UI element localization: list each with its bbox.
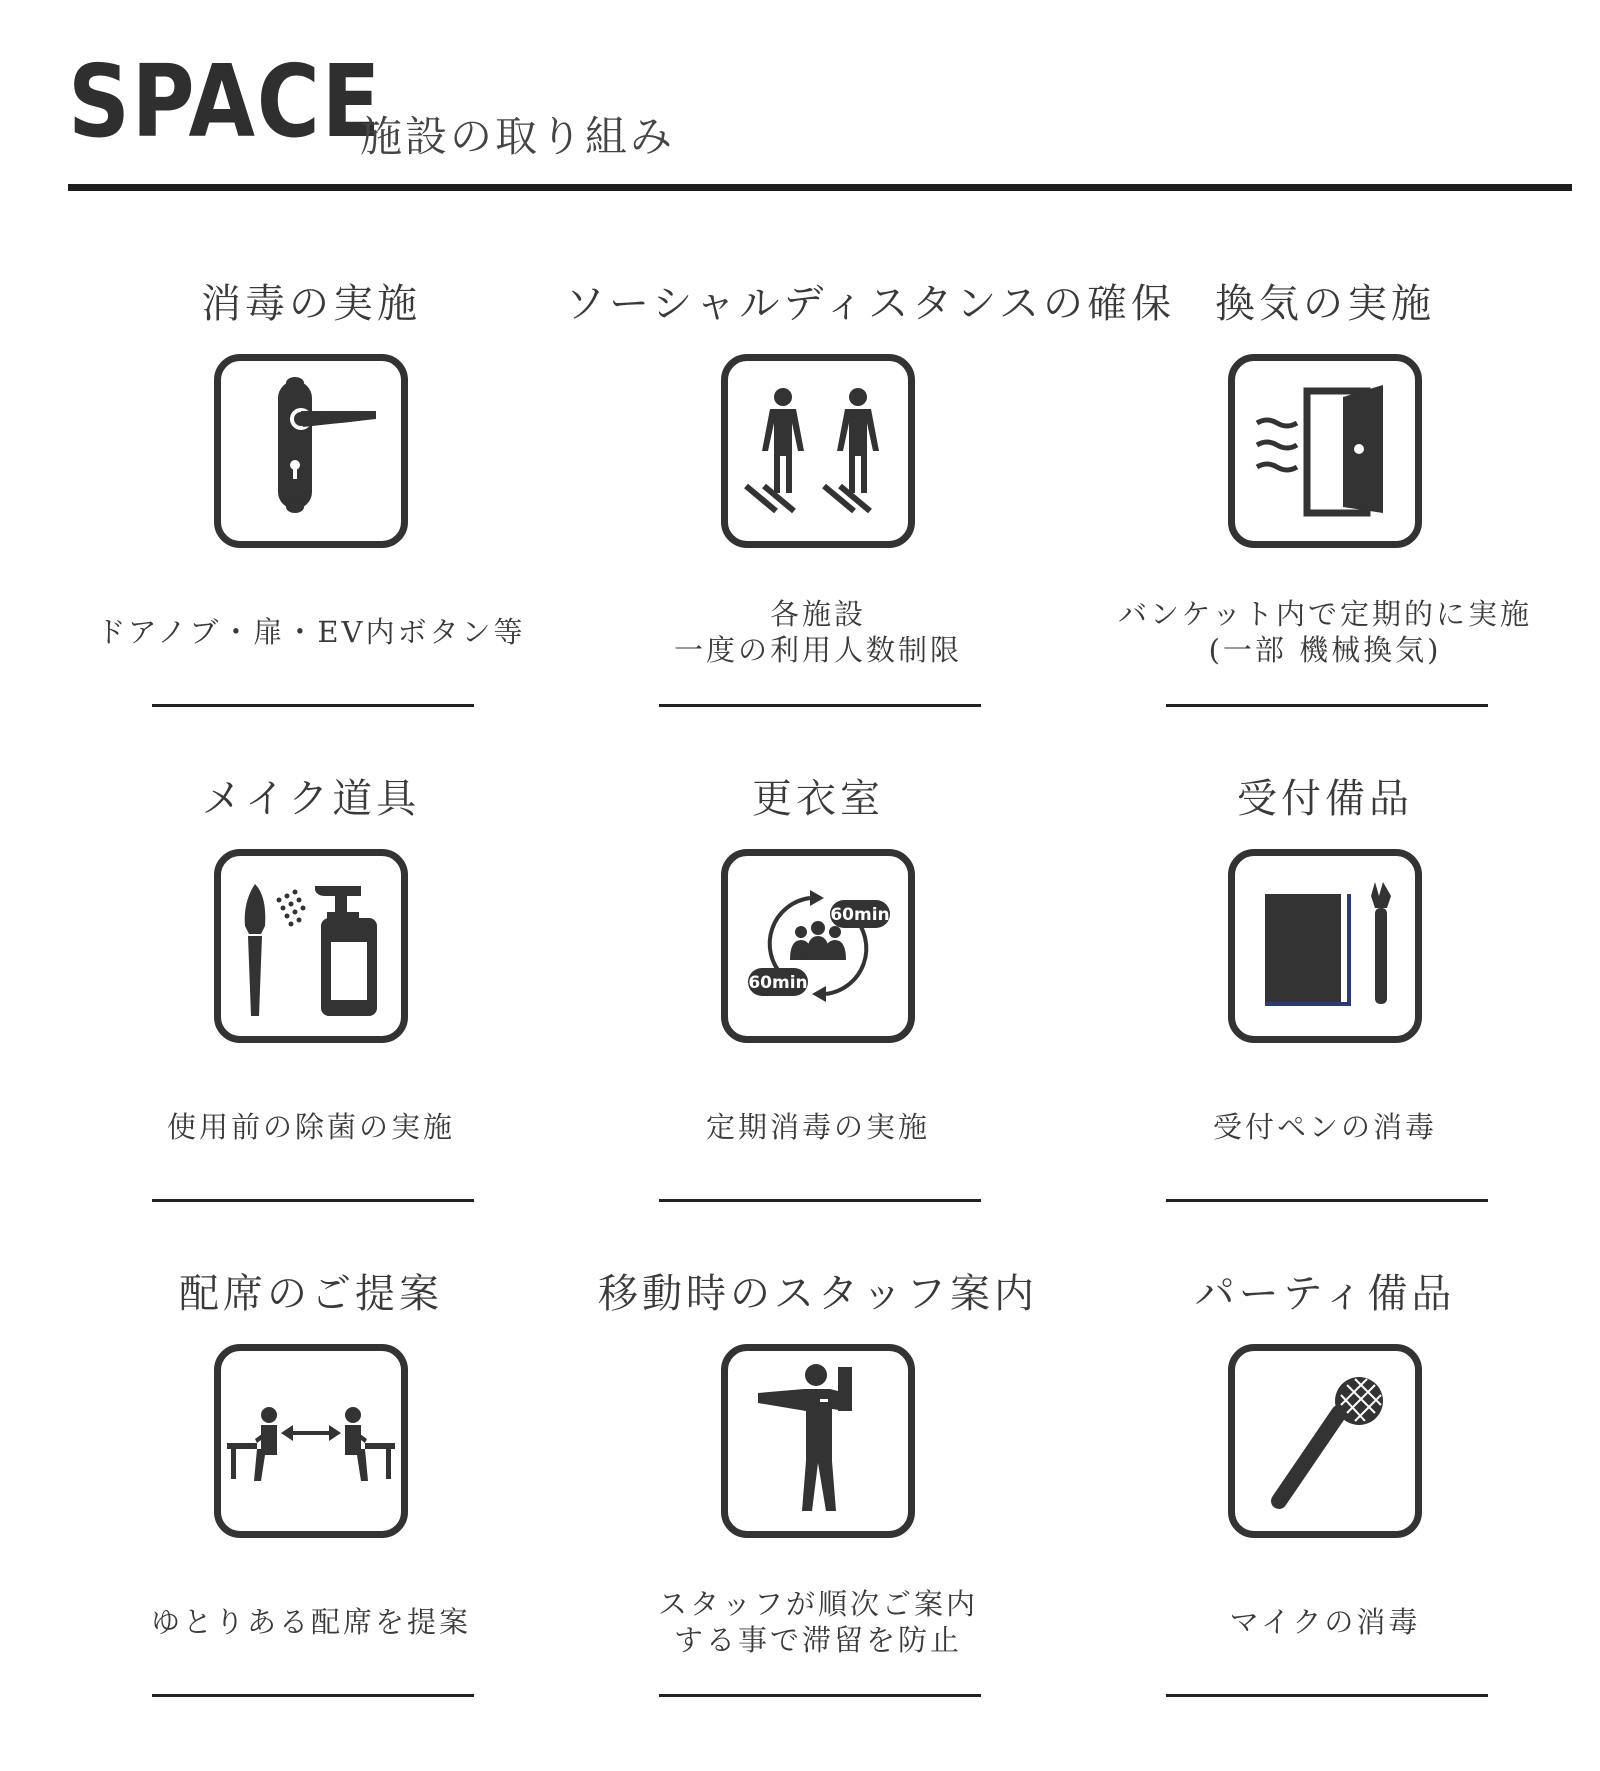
card-divider [659, 704, 981, 707]
card-description: スタッフが順次ご案内 する事で滞留を防止 [657, 1587, 978, 1657]
card-description: バンケット内で定期的に実施 (一部 機械換気) [1118, 597, 1532, 667]
card-divider [152, 1694, 474, 1697]
card-description: マイクの消毒 [1229, 1605, 1421, 1639]
card-title: パーティ備品 [1194, 1271, 1456, 1317]
card-staff-guidance [565, 1262, 1071, 1722]
card-ventilation [1072, 272, 1578, 732]
card-title: 更衣室 [752, 776, 884, 822]
card-dressing-room [565, 767, 1071, 1227]
dressing-room-rotation-icon [721, 849, 915, 1043]
makeup-sanitize-icon [214, 849, 408, 1043]
card-seating [58, 1262, 564, 1722]
card-divider [1166, 1694, 1488, 1697]
ventilation-door-icon [1228, 354, 1422, 548]
badge-60min-top: 60min [830, 905, 890, 925]
card-party-equipment [1072, 1262, 1578, 1722]
card-description: 定期消毒の実施 [705, 1110, 930, 1144]
card-description: ゆとりある配席を提案 [150, 1605, 471, 1639]
card-title: 消毒の実施 [201, 281, 421, 327]
card-makeup [58, 767, 564, 1227]
badge-60min-bottom: 60min [748, 973, 808, 993]
card-divider [152, 1199, 474, 1202]
card-disinfection [58, 272, 564, 732]
card-social-distance [565, 272, 1175, 732]
page-title: SPACE [68, 43, 383, 160]
card-title: 配席のご提案 [179, 1271, 443, 1317]
social-distance-icon [721, 354, 915, 548]
card-description: 使用前の除菌の実施 [166, 1110, 455, 1144]
microphone-icon [1228, 1344, 1422, 1538]
card-title: 受付備品 [1237, 776, 1413, 822]
card-divider [659, 1199, 981, 1202]
card-description: 受付ペンの消毒 [1212, 1110, 1437, 1144]
staff-guide-icon [721, 1344, 915, 1538]
card-title: 換気の実施 [1215, 281, 1435, 327]
card-description: 各施設 一度の利用人数制限 [673, 597, 962, 667]
card-title: ソーシャルディスタンスの確保 [565, 281, 1175, 327]
card-divider [659, 1694, 981, 1697]
card-reception [1072, 767, 1578, 1227]
door-handle-icon [214, 354, 408, 548]
card-description: ドアノブ・扉・EV内ボタン等 [96, 615, 526, 649]
card-divider [1166, 1199, 1488, 1202]
card-divider [152, 704, 474, 707]
card-title: 移動時のスタッフ案内 [598, 1271, 1038, 1317]
card-title: メイク道具 [201, 776, 421, 822]
seating-distance-icon [214, 1344, 408, 1538]
page-subtitle: 施設の取り組み [360, 112, 676, 161]
card-divider [1166, 704, 1488, 707]
reception-book-pen-icon [1228, 849, 1422, 1043]
